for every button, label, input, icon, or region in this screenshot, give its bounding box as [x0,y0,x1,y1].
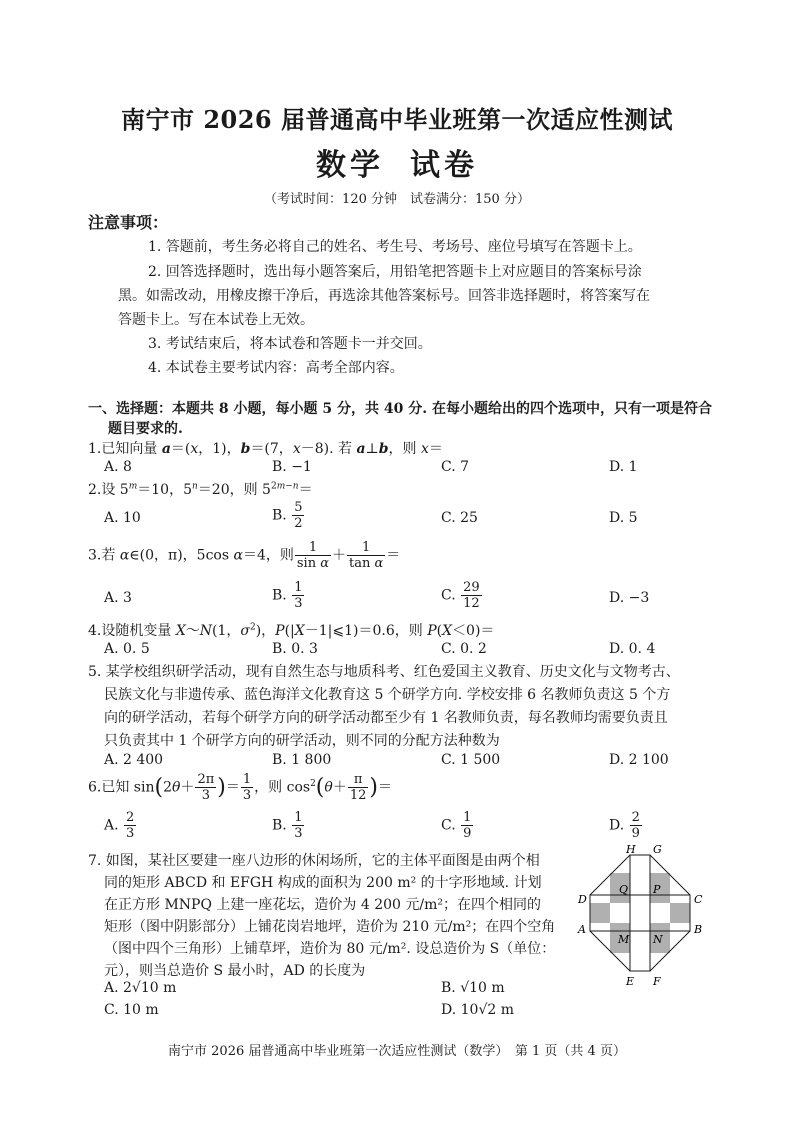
option-d[interactable]: D. 5 [609,510,638,526]
option-b[interactable]: B. √10 m [441,980,505,996]
question-7-line: （图中四个三角形）上铺草坪，造价为 80 元/m². 设总造价为 S（单位： [104,941,556,957]
question-7-line: 元），则当总造价 S 最小时，AD 的长度为 [104,963,366,979]
note-line: 答题卡上。写在本试卷上无效。 [118,312,314,328]
question-2: 2.设 $5^m=10$，$5^n=20$，则 $5^{2m-n}=$ [88,481,313,498]
note-line: 3. 考试结束后，将本试卷和答题卡一并交回。 [148,336,432,352]
question-7-line: 7. 如图，某社区要建一座八边形的休闲场所，它的主体平面图是由两个相 [88,853,540,869]
fig-label: D [578,893,587,906]
option-c[interactable]: C. 7 [441,459,470,475]
subject-title: 数学 试卷 [316,148,478,183]
option-c[interactable]: C. 0. 2 [441,641,487,657]
question-5-line: 向的研学活动，若每个研学方向的研学活动都至少有 1 名教师负责，每名教师均需要负责且 [104,710,668,726]
option-d[interactable]: D. $\frac{2}{9}$ [609,810,640,841]
option-b[interactable]: B. 0. 3 [272,641,318,657]
option-d[interactable]: D. 0. 4 [609,641,656,657]
option-a[interactable]: A. $\frac{2}{3}$ [104,810,135,841]
option-b[interactable]: B. $\frac{1}{3}$ [272,810,303,841]
option-a[interactable]: A. 10 [104,510,141,526]
option-d[interactable]: D. 1 [609,459,638,475]
fig-label: F [653,975,661,988]
option-b[interactable]: B. $\frac{1}{3}$ [272,580,303,611]
question-7-line: 在正方形 MNPQ 上建一座花坛，造价为 4 200 元/m²；在四个相同的 [104,897,541,913]
question-1: 1.已知向量 a＝(x，1)，b＝(7，x－8). 若 a⊥b，则 x＝ [88,441,443,457]
option-b[interactable]: B. $\frac{5}{2}$ [272,500,303,531]
question-5-line: 5. 某学校组织研学活动，现有自然生态与地质科考、红色爱国主义教育、历史文化与文物考古、 [88,664,680,680]
shaded-rect-left [590,903,610,923]
note-line: 4. 本试卷主要考试内容：高考全部内容。 [148,360,404,376]
option-a[interactable]: A. 3 [104,590,132,606]
option-c[interactable]: C. $\frac{1}{9}$ [441,810,472,841]
fig-label: P [653,883,661,896]
fig-label: E [626,975,635,988]
fig-label: Q [619,883,629,896]
page-footer: 南宁市 2026 届普通高中毕业班第一次适应性测试（数学） 第 1 页（共 4 页） [168,1044,626,1059]
fig-label: B [694,923,703,936]
exam-title: 南宁市 2026 届普通高中毕业班第一次适应性测试 [120,105,673,134]
option-a[interactable]: A. 8 [104,459,132,475]
note-line: 1. 答题前，考生务必将自己的姓名、考生号、考场号、座位号填写在答题卡上。 [148,239,642,255]
option-c[interactable]: C. 10 m [104,1002,159,1018]
shaded-rect-right [670,903,690,923]
note-line: 黑。如需改动，用橡皮擦干净后，再选涂其他答案标号。回答非选择题时，将答案写在 [118,288,650,304]
square-mnpq [630,895,650,931]
notes-heading: 注意事项： [88,213,169,232]
question-7-line: 同的矩形 ABCD 和 EFGH 构成的面积为 200 m² 的十字形地域. 计划 [104,875,542,891]
fig-label: A [578,923,586,936]
option-c[interactable]: C. 25 [441,510,478,526]
option-d[interactable]: D. 2 100 [609,752,669,768]
section-heading: 一、选择题：本题共 8 小题，每小题 5 分，共 40 分. 在每小题给出的四个选项中，只有一项是符合 [88,401,712,417]
question-6: 6.已知 sin(2θ＋ $\frac{2\pi}{3}$ )＝ $\frac{1}{3}$ ，则 $\cos^2(\theta+$ $\frac{\pi}{12}$ )＝ [88,772,392,803]
option-d[interactable]: D. 10√2 m [441,1002,514,1018]
question-5-line: 只负责其中 1 个研学方向的研学活动，则不同的分配方法种数为 [104,733,500,749]
option-a[interactable]: A. 0. 5 [104,641,150,657]
option-a[interactable]: A. 2√10 m [104,980,177,996]
question-4: 4.设随机变量 X～N(1，$\sigma^2$)，P(|X－1|⩽1)＝0.6，则 P(X＜0)＝ [88,622,495,639]
option-c[interactable]: C. 1 500 [441,752,501,768]
fig-label: H [626,843,636,856]
option-c[interactable]: C. $\frac{29}{12}$ [441,580,480,611]
question-3: 3.若 α∈(0，π)，5cos α＝4，则 $\frac{1}{\text{sin α}}$ ＋ $\frac{1}{\text{tan α}}$ ＝ [88,540,401,571]
option-b[interactable]: B. −1 [272,459,312,475]
question-5-line: 民族文化与非遗传承、蓝色海洋文化教育这 5 个研学方向. 学校安排 6 名教师负责这 5 个方 [104,687,671,703]
section-heading-cont: 题目要求的. [108,421,183,437]
option-d[interactable]: D. −3 [609,590,650,606]
exam-info: （考试时间：120 分钟 试卷满分：150 分） [264,192,530,207]
fig-label: N [653,933,663,946]
note-line: 2. 回答选择题时，选出每小题答案后，用铅笔把答题卡上对应题目的答案标号涂 [148,264,642,280]
octagon-figure [568,843,716,993]
fig-label: C [694,893,703,906]
fig-label: G [653,843,662,856]
fig-label: M [618,933,630,946]
option-b[interactable]: B. 1 800 [272,752,332,768]
question-7-line: 矩形（图中阴影部分）上铺花岗岩地坪，造价为 210 元/m²；在四个空角 [104,919,556,935]
option-a[interactable]: A. 2 400 [104,752,164,768]
